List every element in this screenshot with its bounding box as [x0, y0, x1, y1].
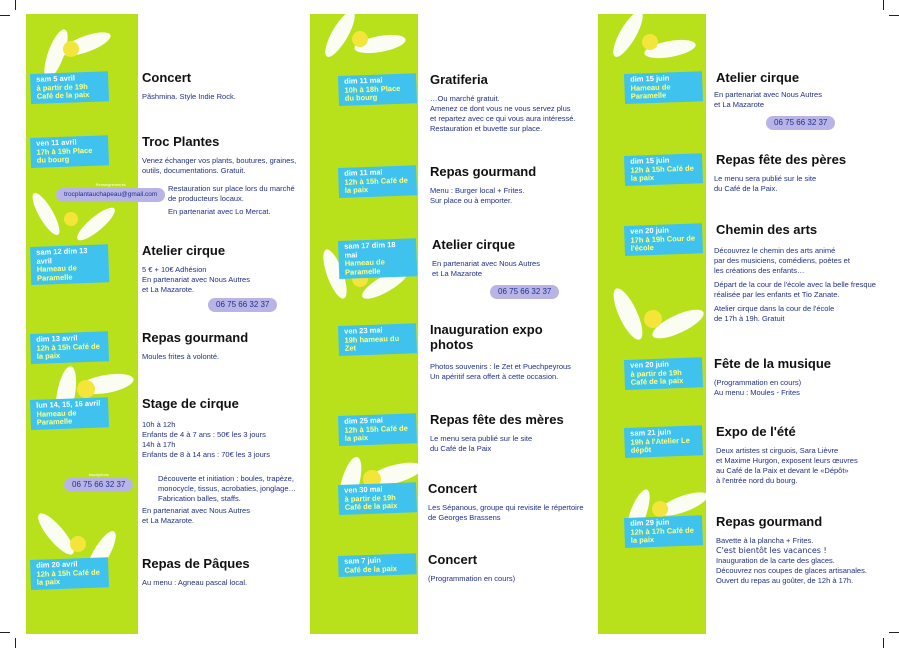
event-date-badge: sam 21 juin 19h à l'Atelier Le dépôt: [624, 425, 703, 457]
event-title: Concert: [142, 70, 192, 85]
event-date-badge: ven 20 juin à partir de 19h Café de la paix: [624, 357, 703, 389]
event-title: Repas gourmand: [142, 330, 249, 345]
event-description: Restauration sur place lors du marché de producteurs locaux. En partenariat avec Lo Mercat.: [168, 184, 295, 216]
event-title: Repas fête des pères: [716, 152, 847, 167]
event-date-badge: ven 11 avril 17h à 19h Place du bourg: [30, 135, 109, 167]
crop-mark: [0, 632, 10, 633]
phone-pill[interactable]: Inscriptions 06 75 66 32 37: [490, 285, 559, 299]
event-description: 5 € + 10€ Adhésion En partenariat avec Nous Autres et La Mazarote.: [142, 265, 250, 294]
event-date-badge: dim 15 juin Hameau de Paramelle: [624, 71, 703, 103]
event-title: Atelier cirque: [716, 70, 800, 85]
event-date-badge: sam 17 dim 18 mai Hameau de Paramelle: [338, 238, 417, 279]
crop-mark: [0, 15, 10, 16]
event-title: Inauguration expo photos: [430, 322, 543, 352]
event-description: Découvrez le chemin des arts animé par des musiciens, comédiens, poètes et les créations des enfants… Départ de la cour de l'école avec la belle fresque réalisée par les enfants et Tio Zanate. Atelier cirque dans la cour de l'école de 17h à 19h. Gratuit: [714, 246, 876, 323]
event-description: Venez échanger vos plants, boutures, graines, outils, documentations. Gratuit.: [142, 156, 297, 175]
event-description: Au menu : Agneau pascal local.: [142, 578, 248, 587]
event-description: Photos souvenirs : le Zet et Puechpeyrous Un apéritif sera offert à cette occasion.: [430, 362, 571, 381]
flower-decoration-icon: [26, 14, 138, 634]
event-date-badge: dim 15 juin 12h à 15h Café de la paix: [624, 153, 703, 185]
phone-pill[interactable]: Inscriptions 06 75 66 32 37: [64, 478, 133, 492]
event-title: Atelier cirque: [432, 237, 516, 252]
event-description: (Programmation en cours) Au menu : Moules - Frites: [714, 378, 802, 397]
flower-strip: [26, 14, 138, 634]
event-description: Deux artistes st cirguois, Sara Lièvre et Maxime Hurgon, exposent leurs œuvres au Café de la Paix et devant le «Dépôt» à l'entrée nord du bourg.: [716, 446, 858, 485]
event-title: Stage de cirque: [142, 396, 239, 411]
contact-pill[interactable]: Renseignements trocplantauchapeau@gmail.com: [56, 188, 165, 202]
event-title: Concert: [428, 481, 478, 496]
event-date-badge: dim 25 mai 12h à 15h Café de la paix: [338, 413, 417, 445]
event-title: Repas gourmand: [430, 164, 537, 179]
event-date-badge: ven 23 mai 19h hameau du Zet: [338, 323, 417, 355]
event-title: Repas gourmand: [716, 514, 823, 529]
event-title: Repas fête des mères: [430, 412, 564, 427]
event-description: 10h à 12h Enfants de 4 à 7 ans : 50€ les 3 jours 14h à 17h Enfants de 8 à 14 ans : 70€ les 3 jours: [142, 420, 271, 459]
column-april: [20, 0, 320, 648]
event-title: Chemin des arts: [716, 222, 818, 237]
event-description: (Programmation en cours): [428, 574, 516, 583]
event-description: En partenariat avec Nous Autres et La Mazarote.: [142, 506, 250, 525]
event-title: Troc Plantes: [142, 134, 220, 149]
event-date-badge: dim 20 avril 12h à 15h Café de la paix: [30, 557, 109, 589]
phone-pill[interactable]: Inscriptions 06 75 66 32 37: [766, 116, 835, 130]
event-description: Découverte et initiation : boules, trapèze, monocycle, tissus, acrobaties, jonglage… Fabrication balles, staffs.: [158, 474, 296, 503]
event-date-badge: sam 12 dim 13 avril Hameau de Paramelle: [30, 244, 109, 285]
event-description: Le menu sera publié sur le site du Café de la Paix: [430, 434, 533, 453]
event-description: Pãshmina. Style Indie Rock.: [142, 92, 236, 101]
event-title: Fête de la musique: [714, 356, 832, 371]
event-description: Moules frites à volonté.: [142, 352, 220, 361]
crop-mark: [15, 638, 16, 648]
event-date-badge: dim 11 mai 12h à 15h Café de la paix: [338, 165, 417, 197]
event-description: Les Sépanous, groupe qui revisite le répertoire de Georges Brassens: [428, 503, 584, 522]
event-date-badge: lun 14, 15, 16 avril Hameau de Paramelle: [30, 397, 109, 429]
crop-mark: [15, 0, 16, 10]
phone-pill[interactable]: Inscriptions 06 75 66 32 37: [208, 298, 277, 312]
event-date-badge: ven 20 juin 17h à 19h Cour de l'école: [624, 223, 703, 255]
event-title: Gratiferia: [430, 72, 488, 87]
column-june: [598, 0, 898, 648]
event-date-badge: ven 30 mai à partir de 19h Café de la paix: [338, 482, 417, 514]
event-description: Le menu sera publié sur le site du Café de la Paix.: [714, 174, 817, 193]
event-description: …Ou marché gratuit. Amenez ce dont vous ne vous servez plus et repartez avec ce qui vous aura intéressé. Restauration et buvette sur place.: [430, 94, 576, 133]
column-may: [310, 0, 610, 648]
event-description: En partenariat avec Nous Autres et La Mazarote: [714, 90, 822, 109]
event-description: Bavette à la plancha + Frites. C'est bientôt les vacances ! Inauguration de la carte des glaces. Découvrez nos coupes de glaces artisanales. Ouvert du repas au goûter, de 12h à 17h.: [716, 536, 867, 585]
event-title: Concert: [428, 552, 478, 567]
event-date-badge: dim 11 mai 10h à 18h Place du bourg: [338, 73, 417, 105]
event-date-badge: dim 13 avril 12h à 15h Café de la paix: [30, 331, 109, 363]
event-date-badge: sam 5 avril à partir de 19h Café de la paix: [30, 71, 109, 103]
event-description: Menu : Burger local + Frites. Sur place ou à emporter.: [430, 186, 525, 205]
event-date-badge: sam 7 juin Café de la paix: [338, 553, 417, 577]
event-date-badge: dim 29 juin 12h à 17h Café de la paix: [624, 515, 703, 547]
event-title: Expo de l'été: [716, 424, 796, 439]
event-title: Atelier cirque: [142, 243, 226, 258]
event-description: En partenariat avec Nous Autres et La Mazarote: [432, 259, 540, 278]
event-title: Repas de Pâques: [142, 556, 250, 571]
